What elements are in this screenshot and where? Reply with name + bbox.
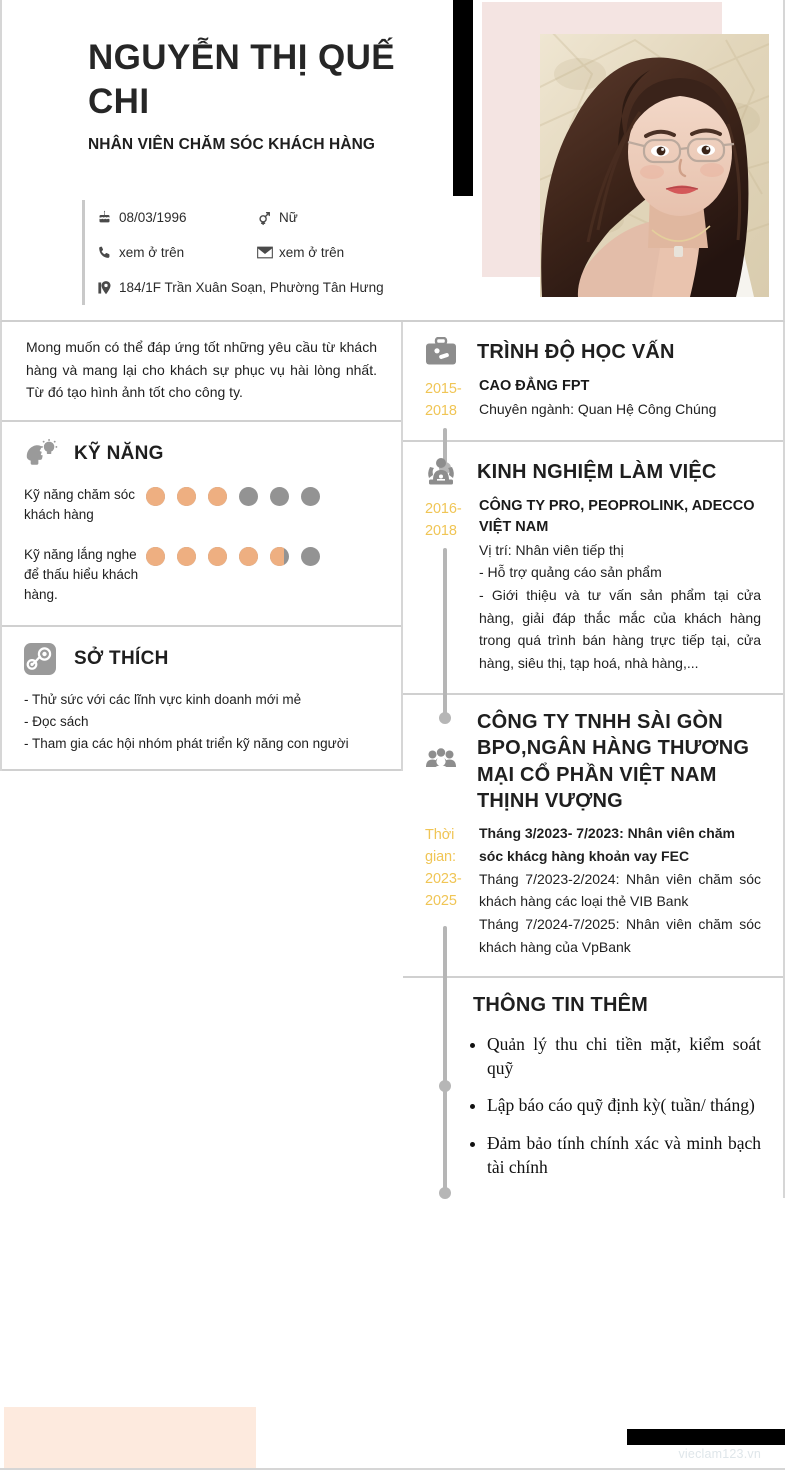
contact-gender-text: Nữ bbox=[279, 210, 298, 225]
experience2-details bbox=[473, 822, 761, 958]
timeline-line bbox=[443, 548, 447, 718]
hobbies-header bbox=[24, 643, 379, 675]
experience2-period bbox=[425, 822, 473, 958]
cv-header bbox=[0, 0, 785, 322]
hobbies-list bbox=[24, 689, 379, 755]
contact-row bbox=[97, 235, 462, 270]
gender-icon bbox=[257, 210, 279, 226]
skills-section bbox=[2, 422, 401, 627]
more-info-section bbox=[403, 978, 783, 1197]
experience2-section bbox=[403, 695, 783, 979]
list-item: • Quản lý thu chi tiền mặt, kiểm soát quỹ bbox=[487, 1033, 761, 1081]
rating-dot bbox=[239, 487, 258, 506]
position: Vị trí: Nhân viên tiếp thị bbox=[479, 542, 624, 559]
more-info-list bbox=[473, 1033, 761, 1180]
school-name: CAO ĐẲNG FPT bbox=[479, 378, 590, 394]
rating-dot bbox=[301, 487, 320, 506]
rating-dot bbox=[239, 547, 258, 566]
skill-item bbox=[24, 544, 379, 606]
desk-worker-icon bbox=[425, 456, 461, 488]
role-item: Tháng 7/2023-2/2024: Nhân viên chăm sóc khách hàng các loại thẻ VIB Bank bbox=[479, 870, 761, 910]
rating-dot bbox=[208, 547, 227, 566]
experience-details bbox=[473, 496, 761, 675]
contact-email[interactable] bbox=[257, 245, 344, 260]
rating-dot bbox=[177, 487, 196, 506]
more-info-timeline bbox=[425, 1023, 761, 1180]
list-item: - Tham gia các hội nhóm phát triển kỹ năng con người bbox=[24, 735, 349, 751]
education-timeline bbox=[425, 376, 761, 422]
experience2-timeline bbox=[425, 822, 761, 958]
experience2-company: CÔNG TY TNHH SÀI GÒN BPO,NGÂN HÀNG THƯƠNG MẠI CỔ PHẦN VIỆT NAM THỊNH VƯỢNG bbox=[477, 710, 750, 812]
experience2-years: Thời gian: 2023-2025 bbox=[425, 827, 462, 910]
contact-phone[interactable] bbox=[97, 245, 257, 260]
profile-photo-art bbox=[540, 34, 769, 297]
phone-icon bbox=[97, 245, 119, 260]
skills-header bbox=[24, 438, 379, 470]
contact-info bbox=[82, 200, 462, 305]
job-title: NHÂN VIÊN CHĂM SÓC KHÁCH HÀNG bbox=[88, 136, 376, 154]
hobbies-section bbox=[2, 627, 401, 771]
cv-body bbox=[0, 322, 785, 1407]
contact-row bbox=[97, 200, 462, 235]
skill-label: Kỹ năng chăm sóc khách hàng bbox=[24, 487, 136, 523]
list-item: - Thử sức với các lĩnh vực kinh doanh mới mẻ bbox=[24, 692, 302, 708]
more-info-title: THÔNG TIN THÊM bbox=[473, 994, 649, 1017]
more-info-details bbox=[473, 1023, 761, 1180]
cv-footer bbox=[0, 1407, 785, 1470]
skills-title: KỸ NĂNG bbox=[74, 443, 164, 465]
page-title: NGUYỄN THỊ QUẾ CHI bbox=[88, 38, 396, 122]
right-column bbox=[403, 322, 785, 1198]
email-icon bbox=[257, 246, 279, 259]
contact-email-text: xem ở trên bbox=[279, 245, 345, 260]
contact-birthday-text: 08/03/1996 bbox=[119, 210, 187, 225]
location-icon bbox=[97, 280, 119, 296]
contact-address-text: 184/1F Trần Xuân Soạn, Phường Tân Hưng bbox=[119, 280, 384, 295]
career-objective: Mong muốn có thể đáp ứng tốt những yêu cầu từ khách hàng và mang lại cho khách sự phục vụ hài lòng nhất. Từ đó tạo hình ảnh tốt cho công ty. bbox=[2, 322, 401, 422]
hobbies-title: SỞ THÍCH bbox=[74, 648, 169, 670]
skill-rating-dots bbox=[146, 484, 320, 506]
company-name: CÔNG TY PRO, PEOPROLINK, ADECCO VIỆT NAM bbox=[479, 498, 755, 536]
list-item: - Đọc sách bbox=[24, 714, 89, 730]
more-info-period bbox=[425, 1023, 473, 1180]
duty-item: - Hỗ trợ quảng cáo sản phẩm bbox=[479, 564, 662, 581]
education-section bbox=[403, 322, 783, 442]
education-period bbox=[425, 376, 473, 422]
watermark: vieclam123.vn bbox=[678, 1447, 761, 1461]
duty-item: - Giới thiệu và tư vấn sản phẩm tại cửa hàng, giải đáp thắc mắc của khách hàng trong quá trình bán hàng trực tiếp tại, cửa hàng, siêu thị, tạp hoá, nhà hàng,... bbox=[479, 587, 761, 672]
experience-section bbox=[403, 442, 783, 695]
skill-label: Kỹ năng lắng nghe để thấu hiểu khách hàng. bbox=[24, 546, 139, 603]
education-years: 2015-2018 bbox=[425, 381, 462, 420]
rating-dot bbox=[270, 547, 289, 566]
rating-dot bbox=[270, 487, 289, 506]
rating-dot bbox=[301, 547, 320, 566]
list-item: • Lập báo cáo quỹ định kỳ( tuần/ tháng) bbox=[487, 1094, 761, 1118]
rating-dot bbox=[146, 547, 165, 566]
timeline-line bbox=[443, 1033, 447, 1193]
experience-header bbox=[425, 456, 761, 488]
profile-photo bbox=[540, 34, 769, 297]
steam-hobby-icon bbox=[24, 643, 60, 675]
role-item: Tháng 7/2024-7/2025: Nhân viên chăm sóc khách hàng của VpBank bbox=[479, 915, 761, 955]
education-details bbox=[473, 376, 761, 422]
contact-row bbox=[97, 270, 462, 305]
list-item: • Đảm bảo tính chính xác và minh bạch tài chính bbox=[487, 1132, 761, 1180]
experience2-header bbox=[425, 709, 761, 815]
education-title: TRÌNH ĐỘ HỌC VẤN bbox=[477, 340, 675, 363]
name-block bbox=[88, 36, 448, 154]
footer-black-accent bbox=[627, 1429, 785, 1445]
skill-item bbox=[24, 484, 379, 526]
rating-dot bbox=[146, 487, 165, 506]
role-item: Tháng 3/2023- 7/2023: Nhân viên chăm sóc khácg hàng khoản vay FEC bbox=[479, 825, 735, 864]
footer-peach-accent bbox=[4, 1407, 256, 1470]
birthday-cake-icon bbox=[97, 210, 119, 225]
experience-period bbox=[425, 496, 473, 675]
experience-title: KINH NGHIỆM LÀM VIỆC bbox=[477, 460, 717, 483]
rating-dot bbox=[208, 487, 227, 506]
rating-dot bbox=[177, 547, 196, 566]
more-info-header bbox=[425, 992, 761, 1018]
people-group-icon bbox=[425, 746, 461, 778]
contact-phone-text: xem ở trên bbox=[119, 245, 185, 260]
header-black-accent-bar bbox=[453, 0, 473, 196]
timeline-dot bbox=[439, 1187, 451, 1199]
contact-address bbox=[97, 280, 384, 296]
left-column bbox=[0, 322, 403, 771]
head-lightbulb-icon bbox=[24, 438, 60, 470]
education-header bbox=[425, 336, 761, 368]
major: Chuyên ngành: Quan Hệ Công Chúng bbox=[479, 401, 717, 418]
briefcase-icon bbox=[425, 336, 461, 368]
contact-birthday bbox=[97, 210, 257, 225]
experience-years: 2016-2018 bbox=[425, 501, 462, 540]
contact-gender bbox=[257, 210, 298, 226]
skill-rating-dots bbox=[146, 544, 320, 566]
experience-timeline bbox=[425, 496, 761, 675]
